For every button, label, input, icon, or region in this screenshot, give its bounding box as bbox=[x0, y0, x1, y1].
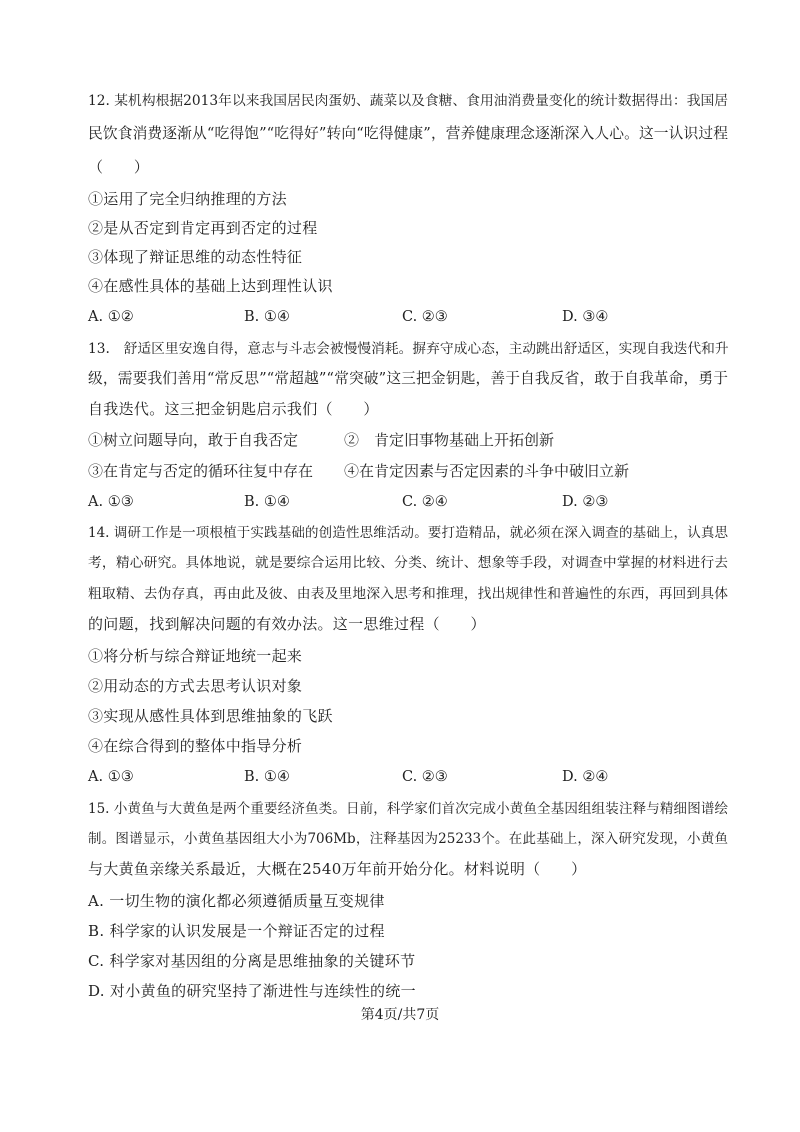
question-stem-line: 的问题，找到解决问题的有效办法。这一思维过程（ ） bbox=[88, 615, 486, 633]
option-c: C. ②③ bbox=[402, 309, 448, 325]
question-stem-line: 考，精心研究。具体地说，就是要综合运用比较、分类、统计、想象等手段，对调查中掌握的材料进行去 bbox=[88, 555, 728, 571]
statement: ④在感性具体的基础上达到理性认识 bbox=[88, 277, 333, 295]
statement: ② 肯定旧事物基础上开拓创新 bbox=[344, 431, 555, 449]
option-d: D. ③④ bbox=[562, 309, 609, 325]
option-c: C. ②③ bbox=[402, 769, 448, 785]
option-b: B. ①④ bbox=[244, 309, 290, 325]
question-stem-line: 级，需要我们善用“常反思”“常超越”“常突破”这三把金钥匙，善于自我反省，敢于自我革命，勇于 bbox=[88, 370, 728, 387]
page-footer: 第4页/共7页 bbox=[360, 1007, 440, 1023]
option-a: A. 一切生物的演化都必须遵循质量互变规律 bbox=[88, 892, 385, 910]
question-stem-line: 制。图谱显示，小黄鱼基因组大小为706Mb，注释基因为25233个。在此基础上，深入研究发现，小黄鱼 bbox=[88, 831, 728, 847]
statement: ①树立问题导向，敢于自我否定 bbox=[88, 431, 299, 449]
statement-row bbox=[88, 430, 728, 450]
answer-blank: （ ） bbox=[88, 158, 150, 176]
question-stem-line: 15. 小黄鱼与大黄鱼是两个重要经济鱼类。日前，科学家们首次完成小黄鱼全基因组组装注释与精细图谱绘 bbox=[88, 801, 728, 817]
statement: ③体现了辩证思维的动态性特征 bbox=[88, 248, 303, 266]
question-stem-line: 与大黄鱼亲缘关系最近，大概在2540万年前开始分化。材料说明（ ） bbox=[88, 860, 587, 878]
statement: ①运用了完全归纳推理的方法 bbox=[88, 190, 287, 208]
option-a: A. ①② bbox=[88, 309, 134, 325]
question-stem-line: 自我迭代。这三把金钥匙启示我们（ ） bbox=[88, 400, 379, 418]
statement: ③实现从感性具体到思维抽象的飞跃 bbox=[88, 707, 333, 725]
option-b: B. ①④ bbox=[244, 769, 290, 785]
question-stem-line: 12. 某机构根据2013年以来我国居民肉蛋奶、蔬菜以及食糖、食用油消费量变化的统计数据得出：我国居 bbox=[88, 93, 728, 109]
statement-row bbox=[88, 461, 728, 481]
option-c: C. ②④ bbox=[402, 494, 448, 510]
option-d: D. ②④ bbox=[562, 769, 609, 785]
option-d: D. ②③ bbox=[562, 494, 609, 510]
statement: ④在肯定因素与否定因素的斗争中破旧立新 bbox=[344, 462, 630, 480]
statement: ③在肯定与否定的循环往复中存在 bbox=[88, 462, 314, 480]
question-stem-line: 民饮食消费逐渐从“吃得饱”“吃得好”转向“吃得健康”，营养健康理念逐渐深入人心。这一认识过程 bbox=[88, 125, 728, 142]
option-d: D. 对小黄鱼的研究坚持了渐进性与连续性的统一 bbox=[88, 982, 416, 1000]
options-row bbox=[88, 767, 728, 787]
option-c: C. 科学家对基因组的分离是思维抽象的关键环节 bbox=[88, 952, 416, 970]
options-row bbox=[88, 492, 728, 512]
option-a: A. ①③ bbox=[88, 494, 134, 510]
statement: ①将分析与综合辩证地统一起来 bbox=[88, 647, 303, 665]
statement: ④在综合得到的整体中指导分析 bbox=[88, 737, 303, 755]
statement: ②是从否定到肯定再到否定的过程 bbox=[88, 219, 318, 237]
question-stem-line: 粗取精、去伪存真，再由此及彼、由表及里地深入思考和推理，找出规律性和普遍性的东西，再回到具体 bbox=[88, 586, 728, 602]
options-row bbox=[88, 307, 728, 327]
option-a: A. ①③ bbox=[88, 769, 134, 785]
question-stem-line: 13. 舒适区里安逸自得，意志与斗志会被慢慢消耗。摒弃守成心态，主动跳出舒适区，实现自我迭代和升 bbox=[88, 341, 729, 357]
option-b: B. ①④ bbox=[244, 494, 290, 510]
statement: ②用动态的方式去思考认识对象 bbox=[88, 677, 303, 695]
question-stem-line: 14. 调研工作是一项根植于实践基础的创造性思维活动。要打造精品，就必须在深入调查的基础上，认真思 bbox=[88, 525, 728, 541]
option-b: B. 科学家的认识发展是一个辩证否定的过程 bbox=[88, 922, 385, 940]
